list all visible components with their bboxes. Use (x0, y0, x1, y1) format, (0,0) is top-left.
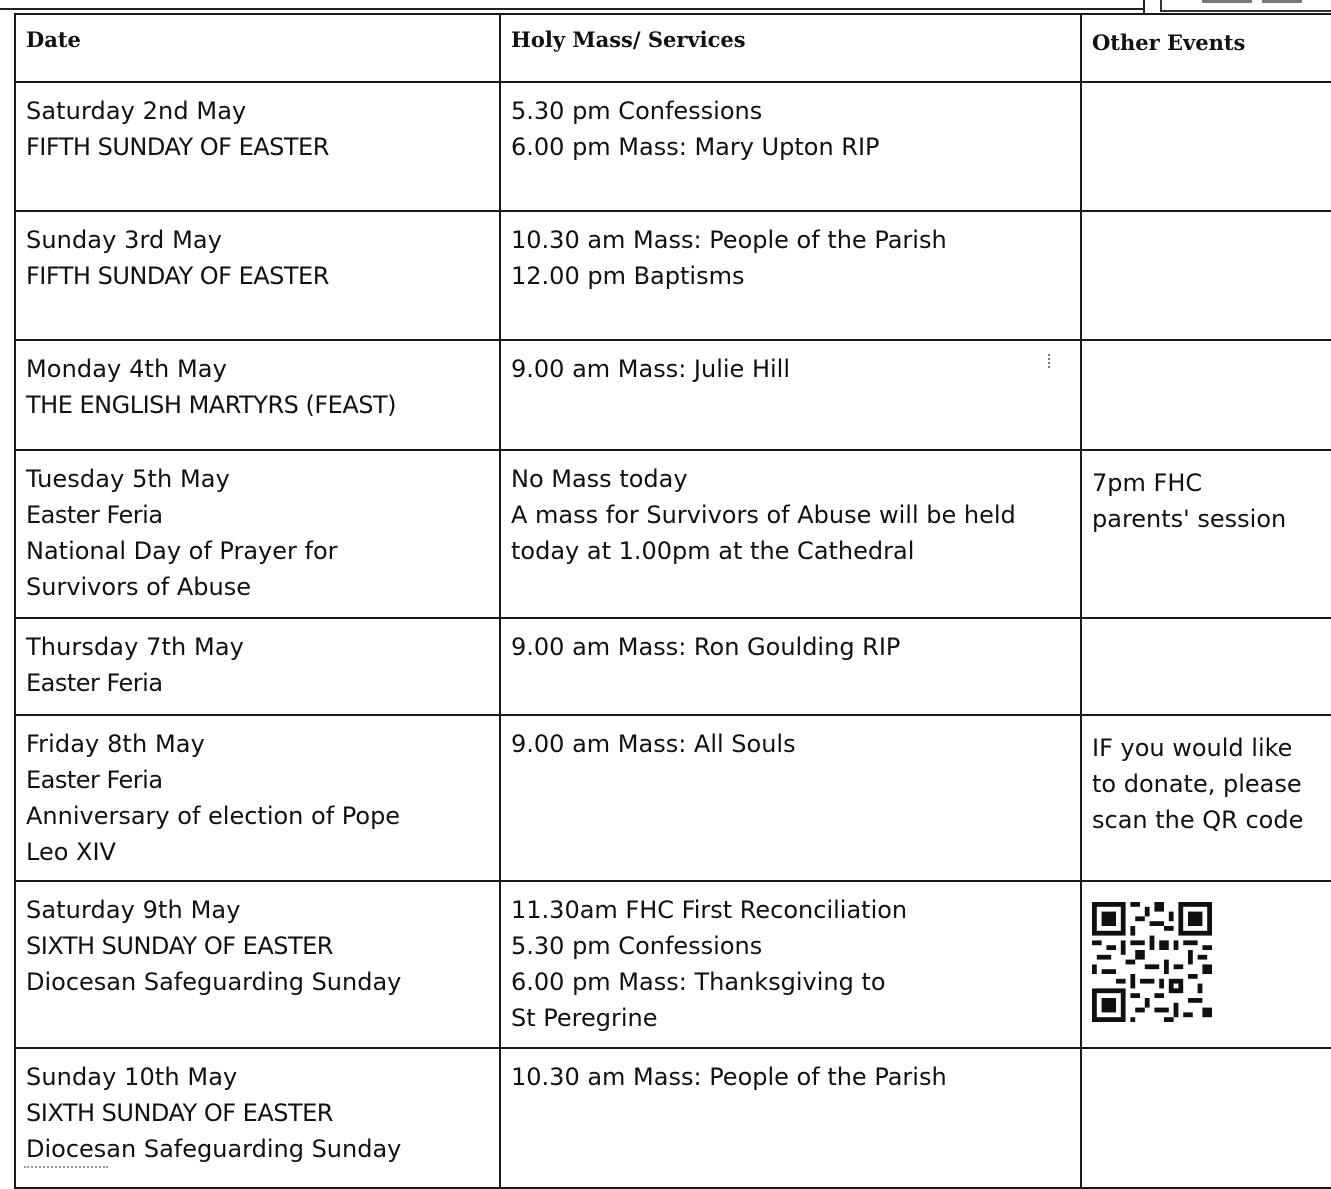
other-event-line: parents' session (1092, 505, 1287, 533)
other-events-cell (1081, 715, 1331, 881)
date-label: Tuesday 5th May (26, 465, 230, 493)
date-label: Saturday 9th May (26, 896, 241, 924)
corner-fragment (1160, 0, 1331, 12)
date-cell (15, 618, 500, 715)
mass-cell (500, 450, 1081, 618)
mass-line: 10.30 am Mass: People of the Parish (511, 1063, 947, 1091)
mass-line: 10.30 am Mass: People of the Parish (511, 226, 947, 254)
date-cell (15, 340, 500, 450)
other-events-cell (1081, 618, 1331, 715)
observance-label: Survivors of Abuse (26, 573, 251, 601)
observance-label: National Day of Prayer for (26, 537, 338, 565)
date-cell (15, 715, 500, 881)
mass-line: 9.00 am Mass: All Souls (511, 730, 796, 758)
date-label: Saturday 2nd May (26, 97, 247, 125)
mass-line: St Peregrine (511, 1004, 658, 1032)
scan-artifact (1048, 354, 1052, 368)
other-events-cell (1081, 82, 1331, 211)
table-row (15, 211, 1331, 340)
scan-artifact (24, 1164, 108, 1168)
observance-label: Leo XIV (26, 838, 116, 866)
other-event-line: scan the QR code (1092, 806, 1304, 834)
table-row (15, 1048, 1331, 1188)
mass-cell (500, 715, 1081, 881)
feast-label: FIFTH SUNDAY OF EASTER (26, 133, 329, 161)
feast-label: SIXTH SUNDAY OF EASTER (26, 1099, 333, 1127)
mass-line: 9.00 am Mass: Julie Hill (511, 355, 790, 383)
other-events-cell (1081, 211, 1331, 340)
other-events-cell (1081, 881, 1331, 1048)
date-cell (15, 881, 500, 1048)
other-events-cell (1081, 450, 1331, 618)
mass-line: 11.30am FHC First Reconciliation (511, 896, 908, 924)
mass-line: 6.00 pm Mass: Mary Upton RIP (511, 133, 880, 161)
date-label: Thursday 7th May (26, 633, 244, 661)
observance-label: Diocesan Safeguarding Sunday (26, 968, 402, 996)
mass-line: No Mass today (511, 465, 688, 493)
observance-label: Diocesan Safeguarding Sunday (26, 1135, 402, 1163)
date-cell (15, 211, 500, 340)
mass-cell (500, 618, 1081, 715)
mass-line: 6.00 pm Mass: Thanksgiving to (511, 968, 886, 996)
top-border (0, 0, 1145, 10)
date-label: Monday 4th May (26, 355, 227, 383)
date-label: Sunday 3rd May (26, 226, 223, 254)
date-label: Sunday 10th May (26, 1063, 238, 1091)
header-date: Date (15, 14, 500, 82)
mass-cell (500, 1048, 1081, 1188)
feast-label: FIFTH SUNDAY OF EASTER (26, 262, 329, 290)
feast-label: Easter Feria (26, 766, 163, 794)
table-row (15, 82, 1331, 211)
top-border-tick (1143, 0, 1145, 14)
mass-cell (500, 340, 1081, 450)
observance-label: Anniversary of election of Pope (26, 802, 401, 830)
table-row (15, 450, 1331, 618)
other-event-line: to donate, please (1092, 770, 1302, 798)
feast-label: Easter Feria (26, 501, 163, 529)
header-other-events: Other Events (1081, 14, 1331, 82)
mass-schedule-table (14, 13, 1331, 1189)
mass-cell (500, 881, 1081, 1048)
header-row (15, 14, 1331, 82)
mass-line: today at 1.00pm at the Cathedral (511, 537, 915, 565)
other-events-cell (1081, 1048, 1331, 1188)
mass-line: 5.30 pm Confessions (511, 932, 763, 960)
other-event-line: 7pm FHC (1092, 469, 1203, 497)
mass-cell (500, 82, 1081, 211)
table-row (15, 340, 1331, 450)
mass-line: A mass for Survivors of Abuse will be held (511, 501, 1016, 529)
mass-line: 9.00 am Mass: Ron Goulding RIP (511, 633, 901, 661)
feast-label: THE ENGLISH MARTYRS (FEAST) (26, 391, 396, 419)
other-events-cell (1081, 340, 1331, 450)
table-row (15, 715, 1331, 881)
header-mass: Holy Mass/ Services (500, 14, 1081, 82)
date-cell (15, 82, 500, 211)
qr-code-icon[interactable] (1092, 902, 1212, 1022)
table-row (15, 618, 1331, 715)
table-row (15, 881, 1331, 1048)
date-label: Friday 8th May (26, 730, 205, 758)
feast-label: SIXTH SUNDAY OF EASTER (26, 932, 333, 960)
other-event-line: IF you would like (1092, 734, 1293, 762)
mass-line: 12.00 pm Baptisms (511, 262, 745, 290)
feast-label: Easter Feria (26, 669, 163, 697)
mass-cell (500, 211, 1081, 340)
date-cell (15, 450, 500, 618)
mass-line: 5.30 pm Confessions (511, 97, 763, 125)
